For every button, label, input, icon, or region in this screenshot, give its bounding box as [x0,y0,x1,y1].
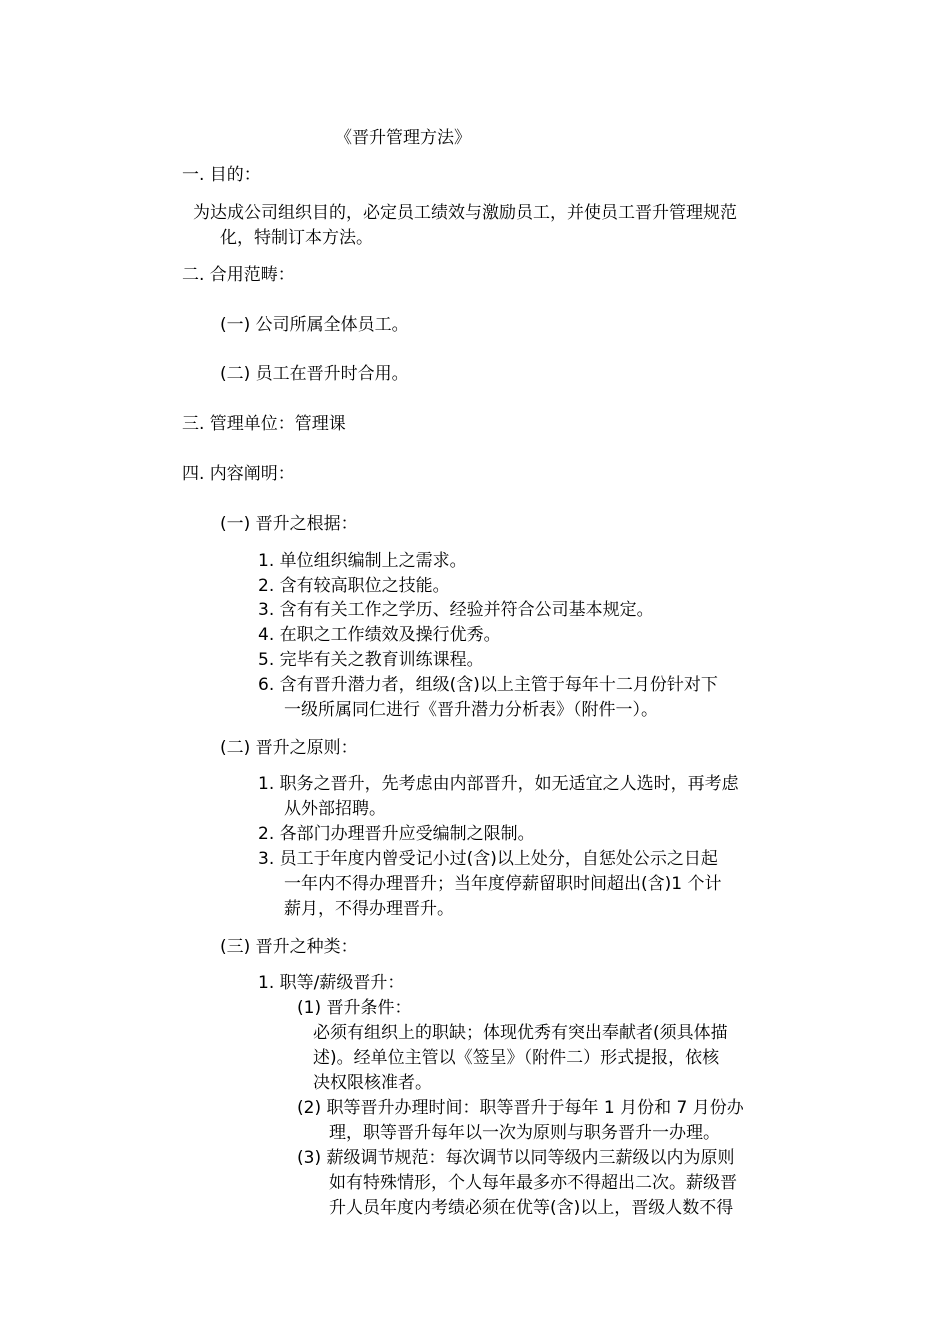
document-title: 《晋升管理方法》 [335,128,471,148]
section-2-item-2: (二) 员工在晋升时合用。 [220,364,409,384]
sub-item-cont: 理，职等晋升每年以一次为原则与职务晋升一办理。 [329,1123,720,1143]
list-item-cont: 薪月，不得办理晋升。 [284,899,454,919]
sub-item: (3) 薪级调节规范：每次调节以同等级内三薪级以内为原则 [297,1148,735,1168]
section-1-body: 为达成公司组织目的，必定员工绩效与激励员工，并使员工晋升管理规范 [193,203,737,223]
list-item-cont: 一级所属同仁进行《晋升潜力分析表》（附件一）。 [284,700,658,720]
sub-1-heading: (一) 晋升之根据： [220,514,358,534]
list-item: 2. 含有较高职位之技能。 [258,576,450,596]
list-item: 6. 含有晋升潜力者，组级(含)以上主管于每年十二月份针对下 [258,675,718,695]
list-item: 2. 各部门办理晋升应受编制之限制。 [258,824,535,844]
sub-3-heading: (三) 晋升之种类： [220,937,358,957]
list-item: 3. 员工于年度内曾受记小过(含)以上处分，自惩处公示之日起 [258,849,718,869]
sub-2-heading: (二) 晋升之原则： [220,738,358,758]
list-item-cont: 一年内不得办理晋升；当年度停薪留职时间超出(含)1 个计 [284,874,722,894]
section-2-heading: 二. 合用范畴： [182,265,295,285]
sub-item: (2) 职等晋升办理时间：职等晋升于每年 1 月份和 7 月份办 [297,1098,744,1118]
list-item: 4. 在职之工作绩效及操行优秀。 [258,625,501,645]
list-item-cont: 从外部招聘。 [284,799,386,819]
sub-item-cont: 升人员年度内考绩必须在优等(含)以上，晋级人数不得 [329,1198,734,1218]
sub-item-body: 决权限核准者。 [313,1073,432,1093]
list-item: 3. 含有有关工作之学历、经验并符合公司基本规定。 [258,600,654,620]
sub-item-body: 述)。经单位主管以《签呈》（附件二）形式提报，依核 [313,1048,720,1068]
sub-item-heading: (1) 晋升条件： [297,998,412,1018]
section-1-body-cont: 化，特制订本方法。 [220,228,373,248]
list-item: 1. 职等/薪级晋升： [258,973,405,993]
list-item: 1. 单位组织编制上之需求。 [258,551,467,571]
list-item: 5. 完毕有关之教育训练课程。 [258,650,484,670]
section-2-item-1: (一) 公司所属全体员工。 [220,315,409,335]
sub-item-cont: 如有特殊情形，个人每年最多亦不得超出二次。薪级晋 [329,1173,737,1193]
section-1-heading: 一. 目的： [182,165,261,185]
sub-item-body: 必须有组织上的职缺；体现优秀有突出奉献者(须具体描 [313,1023,728,1043]
section-3-heading: 三. 管理单位：管理课 [182,414,346,434]
section-4-heading: 四. 内容阐明： [182,464,295,484]
list-item: 1. 职务之晋升，先考虑由内部晋升，如无适宜之人选时，再考虑 [258,774,739,794]
